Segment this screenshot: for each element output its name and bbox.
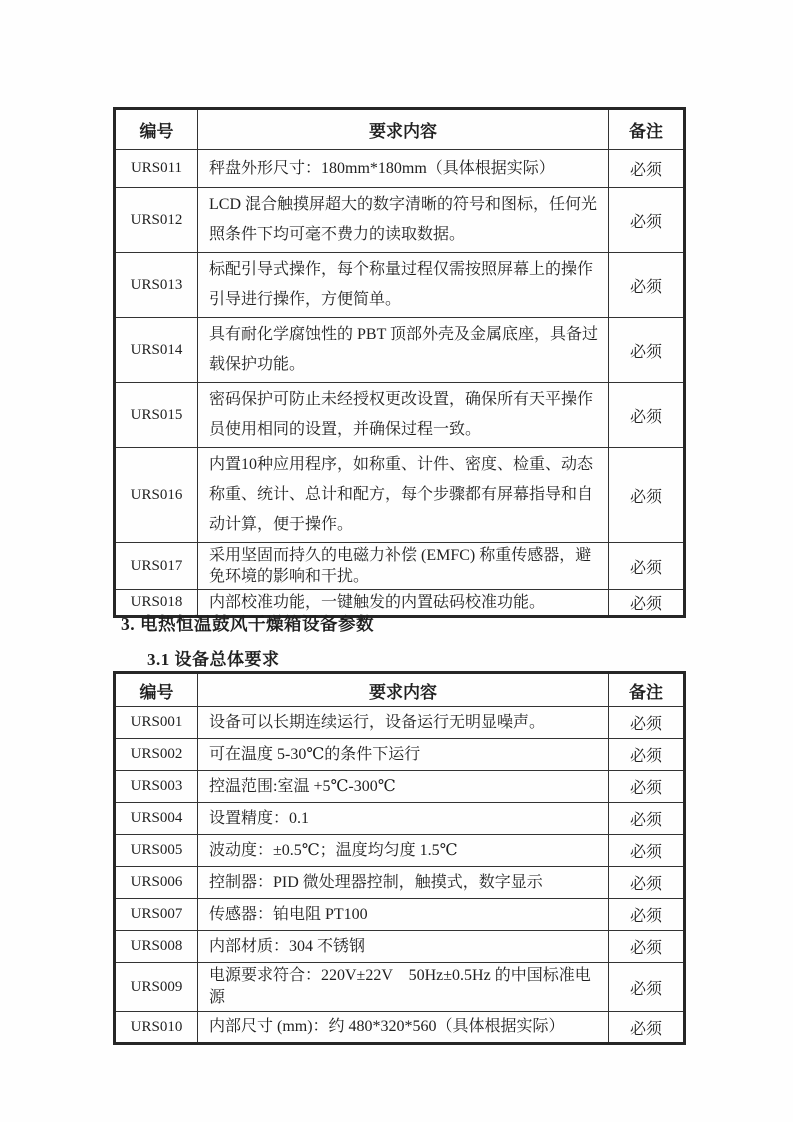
table-row <box>115 318 685 383</box>
requirement-id: URS006 <box>115 867 198 899</box>
requirement-id: URS004 <box>115 803 198 835</box>
requirement-content: 秤盘外形尺寸：180mm*180mm（具体根据实际） <box>198 150 609 188</box>
requirement-content: 内部材质：304 不锈钢 <box>198 931 609 963</box>
table-row <box>115 867 685 899</box>
requirement-id: URS013 <box>115 253 198 318</box>
table-row <box>115 739 685 771</box>
table-row <box>115 931 685 963</box>
table-row <box>115 899 685 931</box>
requirement-note: 必须 <box>609 963 685 1012</box>
requirement-content: 设置精度：0.1 <box>198 803 609 835</box>
requirement-content: 内部校准功能，一键触发的内置砝码校准功能。 <box>198 590 609 617</box>
table-header-row <box>115 673 685 707</box>
requirement-note: 必须 <box>609 1012 685 1044</box>
requirement-note: 必须 <box>609 771 685 803</box>
table-row <box>115 383 685 448</box>
requirement-note: 必须 <box>609 803 685 835</box>
table-header-row <box>115 109 685 150</box>
requirement-content: 内置10种应用程序，如称重、计件、密度、检重、动态称重、统计、总计和配方，每个步骤都有屏幕指导和自动计算，便于操作。 <box>198 448 609 543</box>
requirement-id: URS001 <box>115 707 198 739</box>
requirement-note: 必须 <box>609 590 685 617</box>
requirement-id: URS009 <box>115 963 198 1012</box>
requirement-note: 必须 <box>609 931 685 963</box>
requirement-id: URS010 <box>115 1012 198 1044</box>
requirement-content: 传感器：铂电阻 PT100 <box>198 899 609 931</box>
table-row <box>115 963 685 1012</box>
requirement-id: URS012 <box>115 188 198 253</box>
requirement-content: 内部尺寸 (mm)：约 480*320*560（具体根据实际） <box>198 1012 609 1044</box>
requirement-id: URS018 <box>115 590 198 617</box>
requirement-id: URS007 <box>115 899 198 931</box>
table-row <box>115 803 685 835</box>
requirement-id: URS016 <box>115 448 198 543</box>
requirement-note: 必须 <box>609 318 685 383</box>
column-header: 编号 <box>115 109 198 150</box>
requirement-note: 必须 <box>609 253 685 318</box>
requirement-content: 标配引导式操作，每个称量过程仅需按照屏幕上的操作引导进行操作，方便简单。 <box>198 253 609 318</box>
requirement-id: URS017 <box>115 543 198 590</box>
column-header: 备注 <box>609 673 685 707</box>
column-header: 要求内容 <box>198 673 609 707</box>
requirement-id: URS008 <box>115 931 198 963</box>
requirement-content: LCD 混合触摸屏超大的数字清晰的符号和图标，任何光照条件下均可毫不费力的读取数据。 <box>198 188 609 253</box>
requirement-content: 控温范围:室温 +5℃-300℃ <box>198 771 609 803</box>
requirement-note: 必须 <box>609 739 685 771</box>
table-row <box>115 448 685 543</box>
requirement-content: 波动度：±0.5℃；温度均匀度 1.5℃ <box>198 835 609 867</box>
requirement-note: 必须 <box>609 383 685 448</box>
urs-requirements-table-balance <box>113 107 686 618</box>
column-header: 要求内容 <box>198 109 609 150</box>
requirement-id: URS005 <box>115 835 198 867</box>
requirement-note: 必须 <box>609 867 685 899</box>
column-header: 备注 <box>609 109 685 150</box>
table-row <box>115 835 685 867</box>
section-heading: 3. 电热恒温鼓风干燥箱设备参数 <box>121 614 374 634</box>
requirement-id: URS011 <box>115 150 198 188</box>
table-row <box>115 1012 685 1044</box>
requirement-note: 必须 <box>609 543 685 590</box>
requirement-content: 电源要求符合：220V±22V 50Hz±0.5Hz 的中国标准电源 <box>198 963 609 1012</box>
requirement-id: URS014 <box>115 318 198 383</box>
requirement-content: 密码保护可防止未经授权更改设置，确保所有天平操作员使用相同的设置，并确保过程一致。 <box>198 383 609 448</box>
table-row <box>115 543 685 590</box>
requirement-note: 必须 <box>609 448 685 543</box>
requirement-note: 必须 <box>609 188 685 253</box>
urs-requirements-table-oven <box>113 671 686 1045</box>
table-row <box>115 771 685 803</box>
requirement-id: URS002 <box>115 739 198 771</box>
requirement-note: 必须 <box>609 707 685 739</box>
requirement-id: URS015 <box>115 383 198 448</box>
requirement-content: 具有耐化学腐蚀性的 PBT 顶部外壳及金属底座，具备过载保护功能。 <box>198 318 609 383</box>
section-subheading: 3.1 设备总体要求 <box>147 650 280 669</box>
requirement-content: 可在温度 5-30℃的条件下运行 <box>198 739 609 771</box>
column-header: 编号 <box>115 673 198 707</box>
requirement-content: 设备可以长期连续运行，设备运行无明显噪声。 <box>198 707 609 739</box>
requirement-note: 必须 <box>609 899 685 931</box>
requirement-note: 必须 <box>609 835 685 867</box>
requirement-id: URS003 <box>115 771 198 803</box>
requirement-note: 必须 <box>609 150 685 188</box>
table-row <box>115 150 685 188</box>
table-row <box>115 707 685 739</box>
requirement-content: 采用坚固而持久的电磁力补偿 (EMFC) 称重传感器，避免环境的影响和干扰。 <box>198 543 609 590</box>
table-row <box>115 188 685 253</box>
requirement-content: 控制器：PID 微处理器控制，触摸式，数字显示 <box>198 867 609 899</box>
table-row <box>115 253 685 318</box>
